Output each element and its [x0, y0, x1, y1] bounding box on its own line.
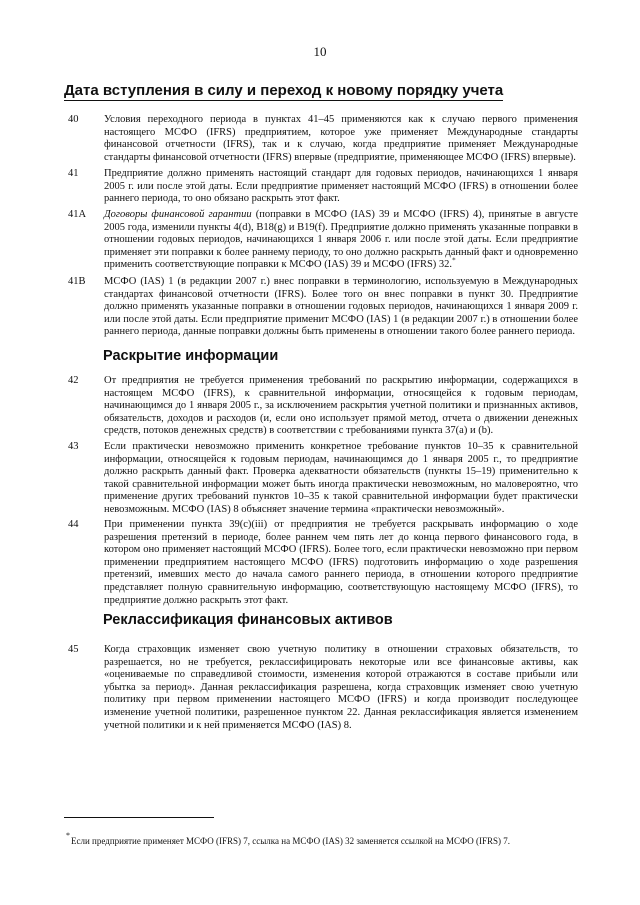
footnote-mark: *	[66, 831, 70, 840]
paragraph-text	[104, 209, 578, 272]
paragraph-number: 41	[68, 168, 79, 179]
section-heading-disclosure: Раскрытие информации	[103, 348, 279, 364]
paragraph-number: 43	[68, 441, 79, 452]
paragraph-number: 41B	[68, 276, 86, 287]
paragraph-text: Когда страховщик изменяет свою учетную политику в отношении страховых обязательств, то разрешается, но не требуется, реклассифицировать некоторые или все финансовые активы, как «оцениваемые по справедливой стоимости, изменения которой отражаются в составе прибыли или убытка за период». Данная реклассификация разрешена, когда страховщик изменяет свою учетную политику при первом применении настоящего МСФО (IFRS) и когда производит последующее изменение учетной политики, разрешенное пунктом 22. Данная реклассификация является изменением учетной политики и к ней применяется МСФО (IAS) 8.	[104, 644, 578, 731]
paragraph-text: От предприятия не требуется применения требований по раскрытию информации, содержащихся в настоящем МСФО (IFRS), к сравнительной информации, относящейся к годовым периодам, начинающимся до 1 января 2005 г., за исключением раскрытия учетной политики и признанных активов, обязательств, доходов и расходов (и, если оно использует прямой метод, отчета о движении денежных средств, потоков денежных средств) в соответствии с требованиями пункта 37(a) и (b).	[104, 375, 578, 437]
paragraph-number: 41A	[68, 209, 87, 220]
document-title-italic: Договоры финансовой гарантии	[104, 209, 252, 220]
main-heading: Дата вступления в силу и переход к новому порядку учета	[64, 82, 504, 99]
footnote-divider	[64, 817, 214, 818]
footnote-reference: *	[452, 256, 456, 265]
paragraph-number: 40	[68, 114, 79, 125]
paragraph-text: Предприятие должно применять настоящий стандарт для годовых периодов, начинающихся 1 января 2005 г. или после этой даты. Если предприятие применяет настоящий МСФО (IFRS) в отношении более раннего периода, то оно обязано раскрыть этот факт.	[104, 168, 578, 205]
paragraph-text: При применении пункта 39(c)(iii) от предприятия не требуется раскрывать информацию о ходе разрешения претензий в периоде, более раннем чем пять лет до конца первого финансового года, в котором оно применяет настоящий МСФО (IFRS). Более того, если практически невозможно при первом применении предприятием настоящего МСФО (IFRS) подготовить информацию о ходе разрешения претензий, имевших место до начала самого раннего периода, в отношении которого предприятие представляет полную сравнительную информацию, соответствующую настоящему МСФО (IFRS), то предприятие должно раскрыть этот факт.	[104, 519, 578, 606]
footnote-text: Если предприятие применяет МСФО (IFRS) 7, ссылка на МСФО (IAS) 32 заменяется ссылкой на МСФО (IFRS) 7.	[71, 836, 510, 846]
paragraph-text: Условия переходного периода в пунктах 41–45 применяются как к случаю первого применения настоящего МСФО (IFRS) предприятием, которое уже применяет Международные стандарты финансовой отчетности (IFRS), так и к случаю, когда предприятие применяет Международные стандарты финансовой отчетности (IFRS) впервые (предприятие, применяющее МСФО (IFRS) впервые).	[104, 114, 578, 163]
paragraph-body: (поправки в МСФО (IAS) 39 и МСФО (IFRS) 4), принятые в августе 2005 года, изменили пункты 4(d), B18(g) и B19(f). Предприятие должно применять указанные поправки в отношении годовых периодов, начинающихся 1 января 2006 г. или после этой даты. Если предприятие применяет эти поправки к более раннему периоду, то оно должно раскрыть данный факт и одновременно применить соответствующие поправки к МСФО (IAS) 39 и МСФО (IFRS) 32.	[104, 209, 578, 271]
paragraph-number: 42	[68, 375, 79, 386]
paragraph-text: МСФО (IAS) 1 (в редакции 2007 г.) внес поправки в терминологию, используемую в Международных стандартах финансовой отчетности (IFRS). Более того он внес поправки в пункт 30. Предприятие должно применять указанные поправки в отношении годовых периодов, начинающихся 1 января 2009 г. или после этой даты. Если предприятие применит МСФО (IAS) 1 (в редакции 2007 г.) в отношении более раннего периода, данные поправки должны быть применены в отношении такого более раннего периода.	[104, 276, 578, 338]
paragraph-number: 44	[68, 519, 79, 530]
paragraph-text: Если практически невозможно применить конкретное требование пунктов 10–35 к сравнительной информации, относящейся к годовым периодам, начинающимся до 1 января 2005 г., то предприятие должно раскрыть данный факт. Проверка адекватности обязательств (пункты 15–19) применительно к такой сравнительной информации может быть иногда практически невозможным, но маловероятно, что применение других требований пунктов 10–35 к такой сравнительной информации будет практически невозможным. МСФО (IAS) 8 объясняет значение термина «практически невозможный».	[104, 441, 578, 515]
page-number: 10	[313, 44, 327, 59]
paragraph-number: 45	[68, 644, 79, 655]
section-heading-reclassification: Реклассификация финансовых активов	[103, 612, 393, 628]
